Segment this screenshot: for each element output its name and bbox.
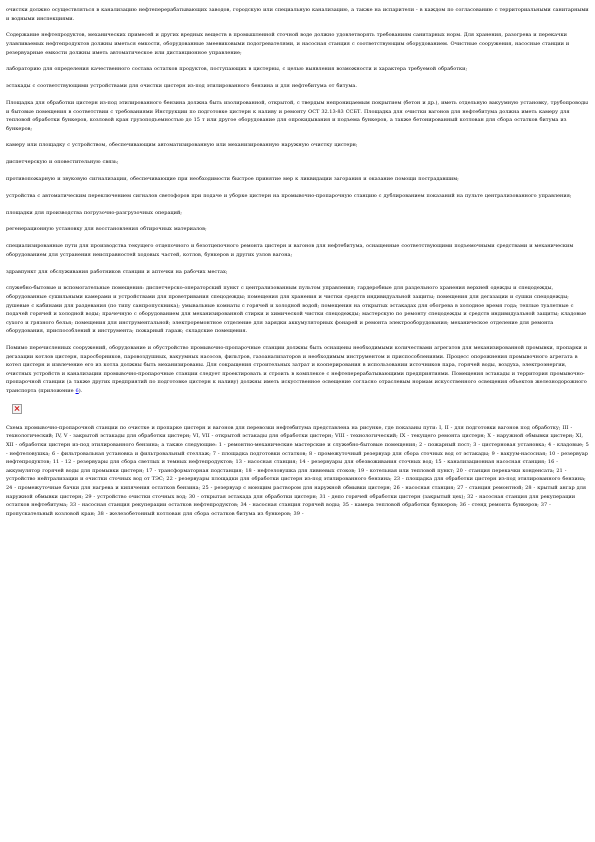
paragraph: противопожарную и звуковую сигнализации, обеспечивающие при необходимости быстрое принятие мер к ликвидации загорания и оказание помощи пострадавшим; bbox=[6, 176, 459, 183]
paragraph: здравпункт для обслуживания работников станции и аптечки на рабочих местах; bbox=[6, 268, 228, 275]
paragraph: Содержание нефтепродуктов, механических примесей и других вредных веществ в промышленной сточной воде должно удовлетворять требованиям санитарных норм. Для хранения, разогрева и перекачки улавливаемых нефтепродуктов должны иметься емкости, оборудованные змеевиковыми подогревателями, и насосная станция с соответствующим оборудованием. Очистные сооружения, насосные станции и резервуарные емкости должны иметь автоматическое или дистанционное управление; bbox=[6, 32, 570, 56]
paragraph: очистки должно осуществляться в канализацию нефтеперерабатывающих заводов, городскую или специальную канализацию, а также на испарители - в каждом по согласованию с территориальными санитарными и водными инспекциями. bbox=[6, 7, 589, 22]
paragraph-text: Помимо перечисленных сооружений, оборудование и обустройство промывочно-пропарочные станции должны быть оснащены необходимыми количествами агрегатов для механизированной промывки, пропарки и дегазации котлов цистерн, паросборников, паровоздушных, вакуумных насосов, фильтров, газоанализаторов и необходимым инструментом и приспособлениями. Процесс опорожнения промывочного агрегата в котел цистерн и извлечение его из котла должны быть механизированы. Для сокращения строительных затрат и кооперирования в использовании источников пара, горячей воды, воздуха, электроэнергии, очистных устройств и канализации промывочно-пропарочные станции следует проектировать и строить в комплексе с нефтеперерабатывающими предприятиями. Помещения эстакады и территория промывочно-пропарочной станции (а также других предприятий по подготовке цистерн к наливу) должны иметь искусственное освещение согласно отраслевым нормам искусственного освещения объектов железнодорожного транспорта (приложение bbox=[6, 345, 588, 395]
paragraph: камеру или площадку с устройством, обеспечивающим автоматизированную или механизированную наружную очистку цистерн; bbox=[6, 142, 358, 149]
link-trailing-text: ). bbox=[78, 388, 83, 395]
paragraph: регенерационную установку для восстановления обтирочных материалов; bbox=[6, 226, 207, 233]
appendix-link[interactable]: 6 bbox=[75, 388, 79, 395]
paragraph: площадки для производства погрузочно-разгрузочных операций; bbox=[6, 209, 182, 216]
paragraph: служебно-бытовые и вспомогательные помещения: диспетчерско-операторский пункт с централизованным пультом управления; гардеробные для раздельного хранения верхней одежды и спецодежды, оборудованные сушильными камерами и устройствами для проветривания спецодежды; помещения для хранения и чистки средств индивидуальной защиты; помещения для дегазации и сушки спецодежды; душевые с кабинами для раздевания (по типу санпропускника); умывальные комнаты с горячей и холодной водой; помещения на открытых эстакадах для обогрева в холодное время года; теплые туалетные с подачей горячей и холодной воды; прачечную с оборудованием для механизированной стирки и химической чистки спецодежды; мастерскую по ремонту спецодежды и средств индивидуальной защиты; кладовые сухого и грязного белья; помещения для инструментальной; электроремонтное отделение для зарядки аккумуляторных фонарей и ремонта электрооборудования; механическое отделение для ремонта оборудования, приспособлений и инструмента; пожарный гараж; складские помещения. bbox=[6, 285, 587, 335]
paragraph-with-link bbox=[6, 344, 589, 396]
paragraph: лабораторию для определения качественного состава остатков продуктов, поступающих в цистерны, с целью выявления возможности и характера требуемой обработки; bbox=[6, 66, 468, 73]
paragraph: диспетчерскую и оповестительную связь; bbox=[6, 159, 119, 166]
paragraph: Площадка для обработки цистерн из-под этилированного бензина должна быть изолированной, открытой, с твердым непроницаемым покрытием (бетон и др.), иметь отдельную вакуумную установку, трубопроводы и бытовые помещения в соответствии с требованиями Инструкции по подготовке цистерн к наливу и ремонту ОСТ 32.13-83 ССБТ. Площадка для очистки вагонов для нефтебитума должна иметь камеру для тепловой обработки бункеров, козловой кран грузоподъемностью до 15 т или другое оборудование для опрокидывания и подъема бункеров, а также бетонированный котлован для сбора остатков битума из бункеров; bbox=[6, 99, 589, 132]
broken-image-icon bbox=[12, 404, 22, 414]
paragraph: Схема промывочно-пропарочной станции по очистке и пропарке цистерн и вагонов для перевозки нефтебитума представлена на рисунке, где показаны пути: I, II - для подготовки вагонов под обработку; III - технологический; IV, V - закрытой эстакады для обработки цистерн; VI, VII - открытой эстакады для обработки цистерн; VIII - технологический; IX - текущего ремонта цистерн; X - наружной обмывки цистерн; XI, XII - обработки цистерн из-под этилированного бензина; а также следующие: 1 - ремонтно-механические мастерские и служебно-бытовые помещения; 2 - пожарный пост; 3 - цистерновая установка; 4 - кладовые; 5 - нефтеловушка; 6 - фильтровальная установка и фильтровальный стеллаж; 7 - площадка подготовки остатков; 8 - промежуточный резервуар для сбора сточных вод от эстакады; 9 - вакуум-насосная; 10 - резервуар нефтепродуктов; 11 - 12 - резервуары для сбора светлых и темных нефтепродуктов; 13 - насосная станция; 14 - резервуары для обезвоживания сточных вод; 15 - канализационная насосная станция; 16 - аккумулятор горячей воды для промывки цистерн; 17 - трансформаторная подстанция; 18 - нефтеловушка для ливневых стоков; 19 - котельная или тепловой пункт; 20 - станция перекачки конденсата; 21 - устройство нейтрализации и очистки сточных вод от ТЭС; 22 - резервуары площадки для обработки цистерн из-под этилированного бензина; 23 - площадка для обработки цистерн из-под этилированного бензина; 24 - промежуточные бачки для нагрева и кипячения остатков бензина; 25 - резервуар с моющим раствором для наружной обмывки цистерн; 26 - насосная станция; 27 - станция ремонтной; 28 - крытый ангар для наружной обмывки цистерн; 29 - устройство очистки сточных вод; 30 - открытая эстакада для обработки цистерн; 31 - депо горячей обработки цистерн (закрытый цех); 32 - насосная станция для рекуперации остатков нефтебитума; 33 - насосная станция рекуперации остатков нефтепродуктов; 34 - насосная станция горячей воды; 35 - камера тепловой обработки бункеров; 36 - стенд ремонта бункеров; 37 - пропускательный козловой кран; 38 - железобетонный котлован для сбора остатков битума из бункеров; 39 - bbox=[6, 424, 589, 517]
paragraph: эстакады с соответствующими устройствами для очистки цистерн из-под этилированного бензина и для нефтебитума от битума. bbox=[6, 83, 357, 90]
paragraph: специализированные пути для производства текущего отцепочного и безотцепочного ремонта цистерн и вагонов для нефтебитума, оснащенные соответствующими подъемочными средствами и механическим оборудованием для устранения неисправностей ходовых частей, котлов, бункеров и других узлов вагона; bbox=[6, 243, 574, 258]
paragraph: устройства с автоматическим переключением сигналов светофоров при подаче и уборке цистерн на промывочно-пропарочную станцию с дублированием показаний на пульте централизованного управления; bbox=[6, 192, 572, 199]
